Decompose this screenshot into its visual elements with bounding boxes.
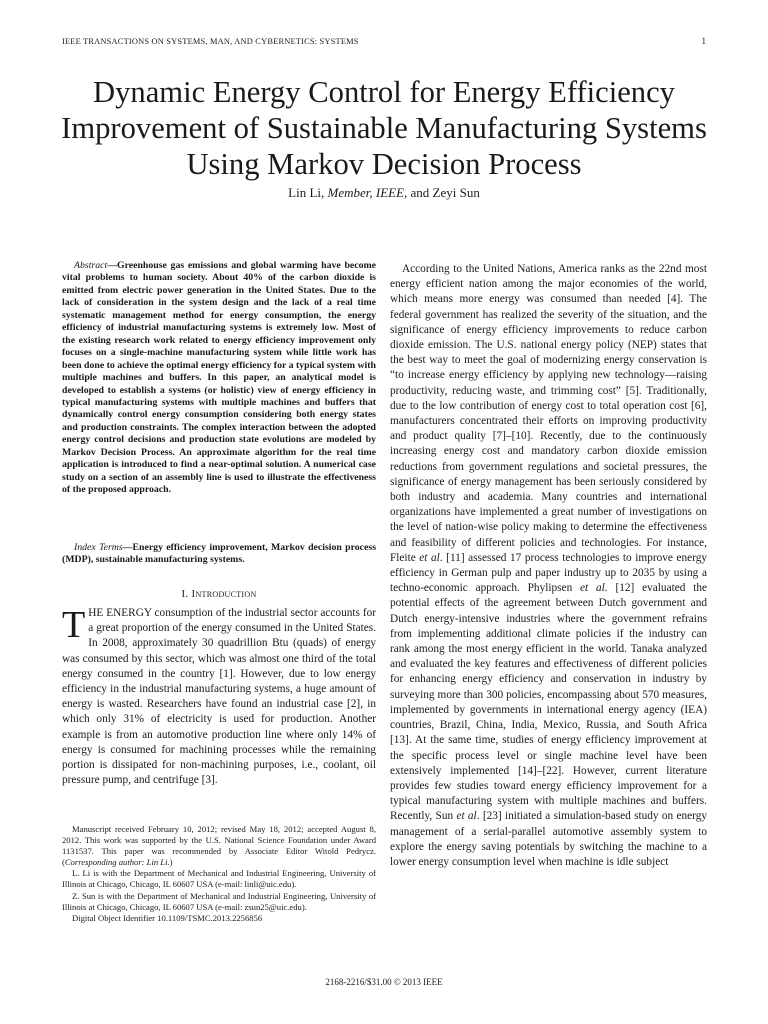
- footnote-close: ): [169, 857, 173, 868]
- right-column-paragraph: [390, 262, 707, 870]
- footnotes: [62, 824, 376, 924]
- abstract: [62, 260, 376, 497]
- intro-text: consumption of the industrial sector accounts for a great proportion of the energy consumed in the United States. In 2008, approximately 30 quadrillion Btu (quads) of energy was consumed by this sector, which was almost one third of the total energy consumed in the country [1]. However, due to low energy efficiency in the industrial manufacturing systems, a huge amount of energy is wasted. Researchers have found an industrial case [2], in which only 31% of electricity is used for production. Another example is from an automotive production line where only 14% of energy is consumed for machining processes while the remaining portion is dissipated for non-machining purposes, i.e., coolant, oil pressure pump, and centrifuge [3].: [62, 607, 377, 787]
- index-terms-label: Index Terms: [74, 542, 123, 553]
- rc-etal-2: et al.: [580, 582, 608, 595]
- section-title: Introduction: [191, 588, 257, 600]
- title-line-3: Using Markov Decision Process: [186, 147, 582, 181]
- index-terms-text: —Energy efficiency improvement, Markov decision process (MDP), sustainable manufacturing systems.: [62, 542, 377, 566]
- intro-paragraph: [62, 606, 376, 788]
- page-number: 1: [701, 36, 706, 46]
- index-terms: [62, 542, 376, 567]
- copyright-footer: 2168-2216/$31.00 © 2013 IEEE: [325, 977, 443, 987]
- author-1: Lin Li,: [288, 185, 325, 200]
- author-1-membership: Member, IEEE,: [327, 185, 408, 200]
- section-number: I.: [181, 588, 189, 600]
- footnote-doi: Digital Object Identifier 10.1109/TSMC.2013.2256856: [72, 912, 263, 923]
- rc-etal-3: et al: [456, 810, 477, 823]
- abstract-text: —Greenhouse gas emissions and global warming have become vital problems to human society. About 40% of the carbon dioxide is emitted from electric power generation in the United States. Due to the lack of consideration in the system design and the lack of a real time systematic management method for energy consumption, the energy efficiency of industrial manufacturing systems is extremely low. Most of the existing research work related to energy efficiency improvement only focuses on a single-machine manufacturing system while little work has been done to achieve the optimal energy efficiency for a typical system with multiple machines and buffers. In this paper, an analytical model is developed to establish a systems (or holistic) view of energy efficiency in typical manufacturing systems with multiple machines and buffers that dynamically control energy consumption considering both energy states and production constraints. The complex interaction between the adopted energy control decisions and production state evolutions are modeled by Markov Decision Process. An approximate algorithm for the real time application is introduced to find a near-optimal solution. A numerical case study on a section of an assembly line is used to illustrate the effectiveness of the proposed approach.: [62, 260, 376, 496]
- rc-etal-1: et al: [419, 551, 440, 564]
- title-line-2: Improvement of Sustainable Manufacturing Systems: [61, 111, 707, 145]
- footnote-manuscript: [62, 824, 376, 868]
- section-heading-introduction: [62, 588, 376, 600]
- journal-header: IEEE TRANSACTIONS ON SYSTEMS, MAN, AND CYBERNETICS: SYSTEMS: [62, 37, 359, 46]
- rc-text-2: . [11] assessed 17 process technologies to improve energy efficiency in German pulp and paper industry up to 2035 by using a techno-economic approach. Phylipsen: [390, 551, 707, 595]
- footnote-manuscript-text: Manuscript received February 10, 2012; revised May 18, 2012; accepted August 8, 2012. This work was supported by the U.S. National Science Foundation under Award 1131537. This paper was recommended by Associate Editor Witold Pedrycz. (: [62, 824, 376, 868]
- rc-text-4: . [23] initiated a simulation-based study on energy management of a serial-parallel automotive assembly system to explore the energy saving potentials by switching the machine to a lower energy consumption level when machine is idle subject: [390, 810, 707, 868]
- footnote-corresponding: Corresponding author: Lin Li.: [64, 857, 170, 868]
- drop-cap: T: [62, 604, 86, 646]
- author-2: and Zeyi Sun: [410, 185, 480, 200]
- rc-text-1: According to the United Nations, America ranks as the 22nd most energy efficient nation among the major economies of the world, which means more energy was consumed than needed [4]. The federal government has realized the severity of the situation, and the significance of energy efficiency improvements to reduce carbon dioxide emission. The U.S. national energy policy (NEP) states that the best way to meet the goal of modernizing energy conservation is “to increase energy efficiency by applying new technology—raising productivity, reducing waste, and trimming cost” [5]. Traditionally, due to the low contribution of energy cost to total operation cost [6], manufacturers concentrated their efforts on improving productivity and product quality [7]–[10]. Recently, due to the continuously increasing energy cost and mandatory carbon dioxide emission reductions from government regulations and societal pressures, the significance of energy management has been seriously considered by both industry and academia. Many countries and international organizations have implemented a great number of investigations on the level of nation-wise policy making to determine the effectiveness and feasibility of different policies and technologies. For instance, Fleite: [390, 263, 707, 564]
- footnote-author-1: L. Li is with the Department of Mechanical and Industrial Engineering, University of Illinois at Chicago, Chicago, IL 60607 USA (e-mail: linli@uic.edu).: [62, 868, 376, 890]
- title-line-1: Dynamic Energy Control for Energy Efficiency: [93, 75, 675, 109]
- intro-lead: HE ENERGY: [88, 607, 152, 619]
- abstract-label: Abstract: [74, 260, 108, 271]
- rc-text-3: [12] evaluated the potential effects of the agreement between Dutch government and Dutch energy-intensive industries where the government refrains from implementing additional climate policies if the industry can rank among the most energy efficient in the world. Tanaka analyzed and evaluated the key features and effectiveness of different policies for enhancing energy efficiency and conservation in industry by surveying more than 300 policies, encompassing about 570 measures, implemented by governments in international energy agency (IEA) countries, Brazil, China, India, Mexico, Russia, and South Africa [13]. At the same time, studies of energy efficiency improvement at the specific process level or single machine level have been extensively implemented [14]–[22]. However, current literature provides few studies toward energy efficiency improvement for a typical manufacturing system with multiple machines and buffers. Recently, Sun: [390, 582, 708, 823]
- paper-title: [40, 74, 728, 182]
- footnote-author-2: Z. Sun is with the Department of Mechanical and Industrial Engineering, University of Illinois at Chicago, Chicago, IL 60607 USA (e-mail: zsun25@uic.edu).: [62, 890, 376, 912]
- author-line: [0, 185, 768, 201]
